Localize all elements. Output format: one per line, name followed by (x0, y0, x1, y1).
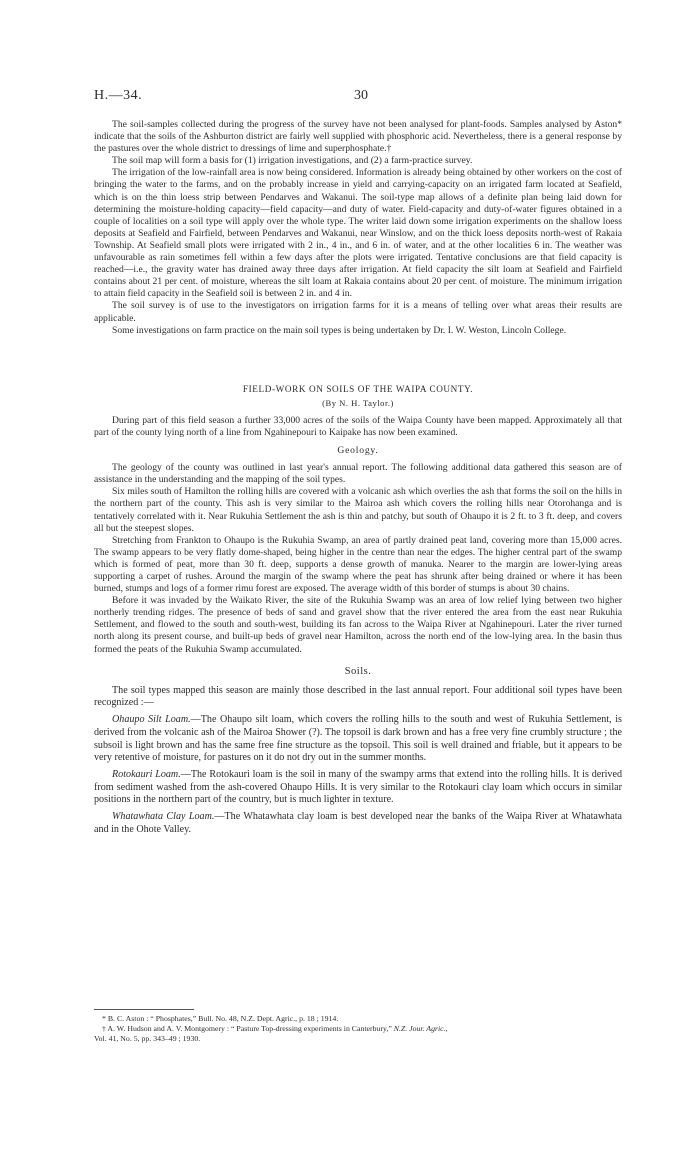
paragraph: The soil map will form a basis for (1) irrigation investigations, and (2) a farm-practice survey. (112, 155, 473, 167)
footnotes (94, 1014, 622, 1044)
soil-type-text: —The Ohaupo silt loam, which covers the rolling hills to the south and west of Rukuhia Settlement, is derived from the volcanic ash of the Mairoa Shower (?). The topsoil is dark brown and has a free very fine crumbly structure ; the subsoil is light brown and has the same free fine structure as the topsoil. This soil is well drained and friable, but it appears to be very retentive of moisture, for pastures on it do not dry out in the summer months. (94, 714, 622, 764)
soil-type-text: —The Rotokauri loam is the soil in many of the swampy arms that extend into the rolling hills. It is derived from sediment washed from the ash-covered Ohaupo Hills. It is very similar to the Rotokauri clay loam which occurs in similar positions in the northern part of the country, but is much lighter in texture. (94, 768, 622, 806)
paragraph: The soil types mapped this season are mainly those described in the last annual report. Four additional soil types have been recognized :— (94, 684, 622, 709)
footnote-text: † A. W. Hudson and A. V. Montgomery : “ Pasture Top-dressing experiments in Canterbury,” (102, 1024, 394, 1033)
soil-type-text: —The Whatawhata clay loam is best developed near the banks of the Waipa River at Whatawhata and in the Ohote Valley. (94, 811, 622, 835)
paragraph: The geology of the county was outlined in last year's annual report. The following additional data gathered this season are of assistance in the understanding and the mapping of the soil types. (94, 462, 622, 486)
geology-heading: Geology. (337, 445, 379, 457)
paragraph: The soil survey is of use to the investigators on irrigation farms for it is a means of telling over what areas their results are applicable. (94, 300, 622, 324)
soil-type-name: Whatawhata Clay Loam. (112, 811, 215, 823)
footnote-hudson (94, 1024, 622, 1034)
section-spacer (94, 337, 622, 383)
paragraph: Before it was invaded by the Waikato River, the site of the Rukuhia Swamp was an area of low relief lying between two higher northerly trending ridges. The presence of beds of sand and gravel show that the river entered the area from the east near Rukuhia Settlement, and flowed to the south and south-west, building its fan across to the Waipa River at Ngahinepouri. Later the river turned north along its present course, and built-up beds of gravel near Hamilton, across the north end of the low-lying area. In the basin thus formed the peats of the Rukuhia Swamp accumulated. (94, 595, 622, 655)
soil-type-name: Ohaupo Silt Loam. (112, 714, 191, 726)
footnote-hudson-continued: Vol. 41, No. 5, pp. 343–49 ; 1930. (94, 1034, 201, 1043)
paragraph: During part of this field season a further 33,000 acres of the soils of the Waipa County have been mapped. Approximately all that part of the county lying north of a line from Ngahinepouri to Kaipake has now been examined. (94, 414, 622, 438)
soil-type-whatawhata (94, 811, 622, 836)
section-title: FIELD-WORK ON SOILS OF THE WAIPA COUNTY. (242, 383, 474, 394)
soils-block (94, 685, 622, 837)
soil-type-rotokauri (94, 769, 622, 807)
paragraph: Some investigations on farm practice on the main soil types is being undertaken by Dr. I. W. Weston, Lincoln College. (112, 324, 567, 336)
footnote-aston: * B. C. Aston : “ Phosphates,” Bull. No. 48, N.Z. Dept. Agric., p. 18 ; 1914. (102, 1014, 339, 1023)
paragraph: The soil-samples collected during the progress of the survey have not been analysed for plant-foods. Samples analysed by Aston* indicate that the soils of the Ashburton district are fairly well supplied with phosphoric acid. Nevertheless, there is a general response by the pastures over the whole district to dressings of lime and superphosphate.† (94, 119, 622, 155)
main-text-column (94, 119, 622, 840)
soil-type-ohaupo (94, 714, 622, 765)
paragraph: Stretching from Frankton to Ohaupo is the Rukuhia Swamp, an area of partly drained peat land, covering more than 15,000 acres. The swamp appears to be very flatly dome-shaped, being higher in the centre than near the edges. The higher central part of the swamp which is formed of peat, more than 30 ft. deep, supports a dense growth of manuka. Nearer to the margin are lower-lying areas supporting a carpet of rushes. Around the margin of the swamp where the peat has shrunk after being drained or where it has been burned, stumps and logs of a former rimu forest are exposed. The average width of this border of stumps is about 30 chains. (94, 534, 622, 595)
footnote-text: , (445, 1024, 448, 1033)
section-byline: (By N. H. Taylor.) (322, 397, 394, 408)
footnote-divider (94, 1009, 194, 1010)
paragraph: The irrigation of the low-rainfall area is now being considered. Information is already being obtained by other workers on the cost of bringing the water to the farms, and on the probably increase in yield and carrying-capacity on an irrigated farm located at Seafield, which is on the thin loess strip between Pendarves and Wakanui. The soil-type map allows of a definite plan being laid down for determining the moisture-holding capacity—field capacity—and duty of water. Field-capacity and duty-of-water figures obtained in a couple of localities on a soil type will apply over the whole type. The writer laid down some irrigation experiments on the shallow loess deposits at Seafield and Fairfield, between Pendarves and Wakanui, near Winslow, and on the thick loess deposits north-west of Rakaia Township. At Seafield small plots were irrigated with 2 in., 4 in., and 6 in. of water, and at the other localities 6 in. The weather was unfavourable as rain sometimes fell within a few days after the plots were irrigated. Tentative conclusions are that field capacity is reached—i.e., the gravity water has drained away three days after irrigation. At field capacity the silt loam at Seafield and Fairfield contains about 21 per cent. of moisture, whereas the silt loam at Rakaia contains about 20 per cent. of moisture. The minimum irrigation to attain field capacity in the Seafield soil is between 2 in. and 4 in. (94, 167, 622, 300)
page-number: 30 (354, 88, 368, 103)
paragraph: Six miles south of Hamilton the rolling hills are covered with a volcanic ash which overlies the ash that forms the soil on the hills in the northern part of the county. This ash is very similar to the Mairoa ash which covers the rolling hills near Otorohanga and is tentatively correlated with it. Near Rukuhia Settlement the ash is thin and patchy, but south of Ohaupo it is 2 ft. to 3 ft. deep, and covers all but the steepest slopes. (94, 486, 622, 534)
soil-type-name: Rotokauri Loam. (112, 768, 181, 780)
soils-heading: Soils. (344, 665, 372, 677)
footnote-journal: N.Z. Jour. Agric. (393, 1024, 446, 1033)
report-reference: H.—34. (94, 88, 143, 103)
